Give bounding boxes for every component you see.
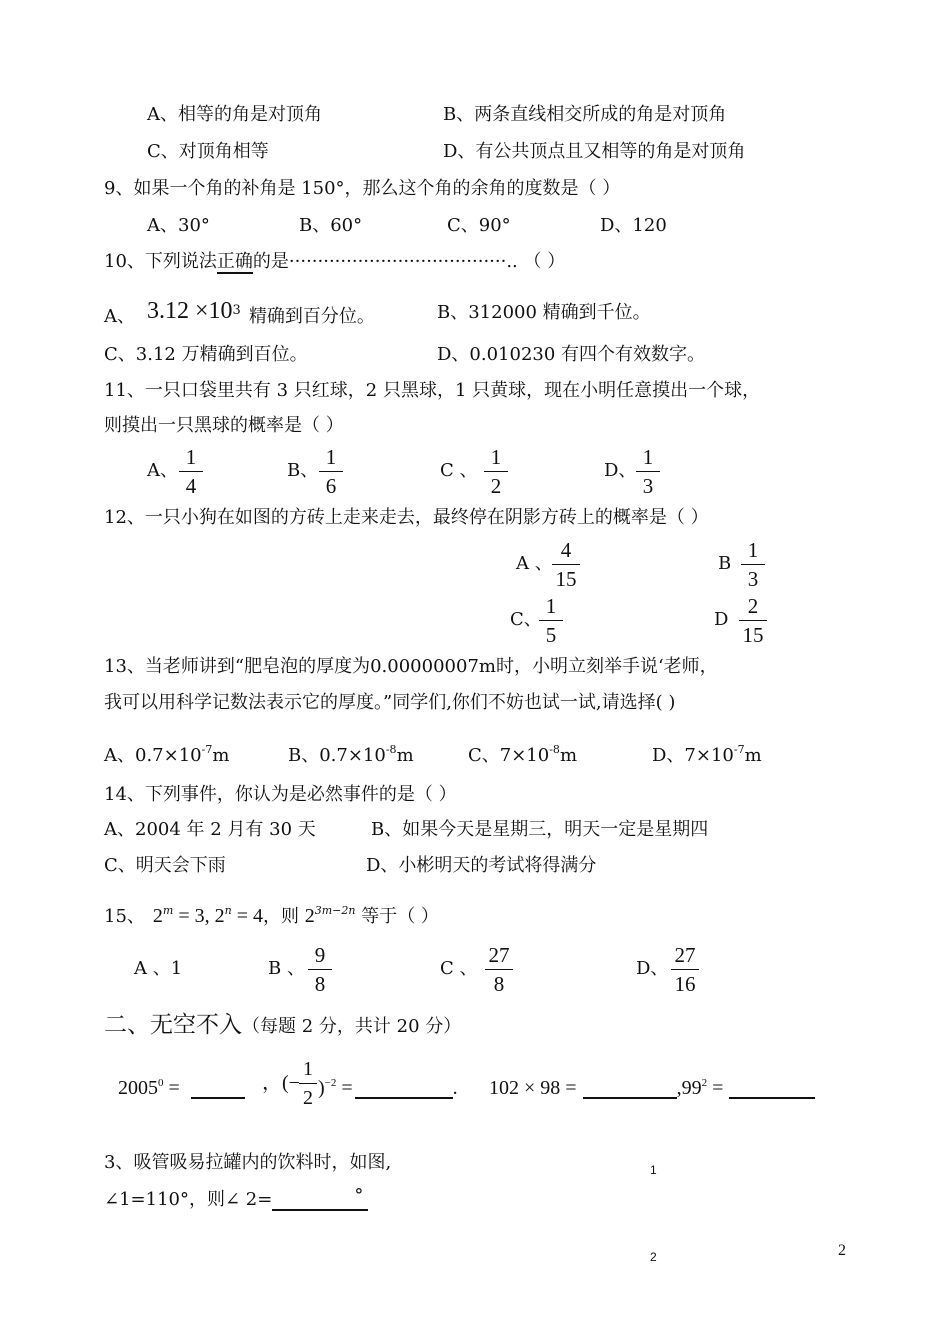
q14-stem: 14、下列事件，你认为是必然事件的是（ ） xyxy=(104,784,457,805)
q10-number: 10、下列说法 xyxy=(104,251,217,272)
fraction-bar xyxy=(539,620,563,621)
q15-tail: 等于（ ） xyxy=(355,906,439,927)
q15-b-label: B 、 xyxy=(268,958,305,979)
q12-b-label: B xyxy=(718,553,732,574)
answer-blank-3[interactable] xyxy=(583,1097,677,1099)
q10-option-d: D、0.010230 有四个有效数字。 xyxy=(437,344,706,365)
fill-e1-exp: 0 xyxy=(158,1077,164,1089)
fill-expr-2-tail xyxy=(318,1072,458,1099)
fraction-bar xyxy=(636,471,660,472)
fill-expr-3 xyxy=(489,1072,815,1099)
fill-e2-numerator: 1 xyxy=(303,1058,313,1080)
q13-option-c xyxy=(468,739,577,767)
q15-c-label: C 、 xyxy=(440,958,478,979)
q8-option-a: A、相等的角是对顶角 xyxy=(147,104,322,125)
q11-stem-line1: 11、一只口袋里共有 3 只红球，2 只黑球，1 只黄球，现在小明任意摸出一个球， xyxy=(104,380,761,401)
fill-e1-eq: = xyxy=(163,1077,180,1099)
section2-note: （每题 2 分，共计 20 分） xyxy=(242,1016,462,1037)
fill-e2-open: ，(− xyxy=(262,1072,300,1094)
q15-d-numerator: 27 xyxy=(674,943,696,967)
q12-c-denominator: 5 xyxy=(545,623,557,647)
q11-a-denominator: 4 xyxy=(185,474,197,498)
fill-expr-2 xyxy=(262,1072,300,1094)
fraction-bar xyxy=(299,1083,317,1084)
q8-option-c: C、对顶角相等 xyxy=(147,141,269,162)
q15-math: = 3, 2 xyxy=(173,905,225,927)
q15-exp: n xyxy=(224,904,232,917)
q14-option-c: C、明天会下雨 xyxy=(104,855,226,876)
q9-option-c: C、90° xyxy=(447,215,511,236)
q11-c-fraction xyxy=(481,445,511,498)
q10-option-a xyxy=(104,300,375,328)
q12-d-label: D xyxy=(714,609,729,630)
q15-math: = 4 xyxy=(231,905,263,927)
q15-c-numerator: 27 xyxy=(488,943,510,967)
fraction-bar xyxy=(179,471,203,472)
figure-label-2: 2 xyxy=(650,1250,657,1264)
q12-d-fraction xyxy=(736,594,770,647)
q12-c-fraction xyxy=(536,594,566,647)
answer-blank-2[interactable] xyxy=(355,1097,453,1099)
q11-stem-line2: 则摸出一只黑球的概率是（ ） xyxy=(104,415,344,436)
q11-d-denominator: 3 xyxy=(642,474,654,498)
q13-a-text: A、0.7×10 xyxy=(104,745,202,766)
q9-option-b: B、60° xyxy=(299,215,363,236)
q10-option-b: B、312000 精确到千位。 xyxy=(437,302,651,323)
figure-label-1: 1 xyxy=(650,1163,657,1177)
q15-b-numerator: 9 xyxy=(314,943,326,967)
q12-a-denominator: 15 xyxy=(555,567,577,591)
fill-e1-base: 2005 xyxy=(118,1077,158,1099)
q13-stem-line1: 13、当老师讲到“肥皂泡的厚度为0.00000007m时，小明立刻举手说‘老师， xyxy=(104,656,718,677)
q15-b-denominator: 8 xyxy=(314,972,326,996)
fill-e4-sep: , xyxy=(676,1077,682,1099)
q3-angle-text: ∠1=110°，则∠ 2= xyxy=(104,1189,273,1210)
fill-expr-1 xyxy=(118,1072,245,1099)
q13-option-a xyxy=(104,739,229,767)
q15-connector: ，则 xyxy=(263,906,305,927)
q15-stem xyxy=(104,900,439,928)
q11-d-fraction xyxy=(633,445,663,498)
q13-c-exp: -8 xyxy=(549,743,560,756)
q13-d-unit: m xyxy=(744,745,762,766)
q15-math: 2 xyxy=(152,905,163,927)
q10-a-math: 3.12 ×10 xyxy=(147,298,233,324)
q11-c-denominator: 2 xyxy=(490,474,502,498)
q13-option-d xyxy=(652,739,762,767)
q9-option-d: D、120 xyxy=(600,215,667,236)
fill-e4-exp: 2 xyxy=(701,1077,708,1089)
fill-e2-fraction xyxy=(298,1057,318,1110)
q10-a-text: 精确到百分位。 xyxy=(248,306,375,327)
q12-b-denominator: 3 xyxy=(747,567,759,591)
fill-e2-denominator: 2 xyxy=(303,1087,313,1109)
q14-option-a: A、2004 年 2 月有 30 天 xyxy=(104,819,316,840)
fill-e3-text: 102 × 98 = xyxy=(489,1077,577,1099)
q10-a-exp: 3 xyxy=(232,303,241,318)
q15-c-fraction xyxy=(482,943,516,996)
q15-option-a: A 、1 xyxy=(134,958,183,979)
q11-d-numerator: 1 xyxy=(642,445,654,469)
q13-d-exp: -7 xyxy=(733,743,745,756)
q13-c-text: C、7×10 xyxy=(468,745,550,766)
answer-blank-1[interactable] xyxy=(191,1097,245,1099)
q15-math: 2 xyxy=(304,905,315,927)
answer-blank-angle[interactable] xyxy=(272,1209,368,1211)
q12-a-label: A 、 xyxy=(516,553,553,574)
q15-b-fraction xyxy=(305,943,335,996)
fraction-bar xyxy=(484,471,508,472)
q11-a-numerator: 1 xyxy=(185,445,197,469)
q13-d-text: D、7×10 xyxy=(652,745,734,766)
q3-stem: 3、吸管吸易拉罐内的饮料时，如图, xyxy=(104,1152,392,1173)
q11-a-label: A、 xyxy=(147,460,178,481)
q13-a-exp: -7 xyxy=(201,743,213,756)
q14-option-d: D、小彬明天的考试将得满分 xyxy=(366,855,597,876)
q10-stem xyxy=(104,251,565,273)
q13-b-exp: -8 xyxy=(385,743,397,756)
q12-stem: 12、一只小狗在如图的方砖上走来走去，最终停在阴影方砖上的概率是（ ） xyxy=(104,507,709,528)
fill-e2-eq: = xyxy=(336,1077,353,1099)
fraction-bar xyxy=(671,969,699,970)
q3-degree: ° xyxy=(354,1185,364,1206)
q12-c-numerator: 1 xyxy=(545,594,557,618)
fraction-bar xyxy=(552,564,580,565)
q8-option-d: D、有公共顶点且又相等的角是对顶角 xyxy=(443,141,746,162)
q11-b-numerator: 1 xyxy=(325,445,337,469)
q13-c-unit: m xyxy=(559,745,578,766)
fraction-bar xyxy=(485,969,513,970)
q9-option-a: A、30° xyxy=(147,215,210,236)
fill-e2-exp: −2 xyxy=(324,1077,337,1089)
fill-e4-eq: = xyxy=(707,1077,724,1099)
q11-b-denominator: 6 xyxy=(325,474,337,498)
q11-c-numerator: 1 xyxy=(490,445,502,469)
q15-number: 15、 xyxy=(104,906,145,927)
q13-b-text: B、0.7×10 xyxy=(288,745,386,766)
fill-e4-base: 99 xyxy=(681,1077,702,1099)
q13-b-unit: m xyxy=(396,745,414,766)
q13-option-b xyxy=(288,739,414,767)
q11-c-label: C 、 xyxy=(440,460,478,481)
q13-stem-line2: 我可以用科学记数法表示它的厚度。”同学们,你们不妨也试一试,请选择( ) xyxy=(104,692,676,713)
q12-a-fraction xyxy=(549,538,583,591)
fill-dot: . xyxy=(452,1077,458,1099)
q12-a-numerator: 4 xyxy=(560,538,572,562)
answer-blank-4[interactable] xyxy=(729,1097,815,1099)
q11-b-label: B、 xyxy=(287,460,319,481)
q3-line2 xyxy=(104,1185,364,1211)
q11-b-fraction xyxy=(316,445,346,498)
q12-d-numerator: 2 xyxy=(747,594,759,618)
section2-title: 二、无空不入 xyxy=(104,1012,242,1038)
q12-b-fraction xyxy=(738,538,768,591)
q10-a-label: A、 xyxy=(104,306,135,327)
q15-exp: 3m−2n xyxy=(314,904,356,917)
q12-b-numerator: 1 xyxy=(747,538,759,562)
q15-d-denominator: 16 xyxy=(674,972,696,996)
page-number: 2 xyxy=(838,1242,846,1259)
fraction-bar xyxy=(308,969,332,970)
q9-stem: 9、如果一个角的补角是 150°，那么这个角的余角的度数是（ ） xyxy=(104,178,621,199)
q13-a-unit: m xyxy=(212,745,230,766)
q15-c-denominator: 8 xyxy=(493,972,505,996)
q11-d-label: D、 xyxy=(604,460,637,481)
q10-tail: 的是······································.. （ ） xyxy=(252,251,566,272)
q12-d-denominator: 15 xyxy=(742,623,764,647)
fraction-bar xyxy=(739,620,767,621)
q15-d-label: D、 xyxy=(636,958,669,979)
q10-option-c: C、3.12 万精确到百位。 xyxy=(104,344,308,365)
q10-emphasis: 正确 xyxy=(216,251,253,272)
section2-heading xyxy=(104,1014,461,1038)
q11-a-fraction xyxy=(176,445,206,498)
q15-d-fraction xyxy=(668,943,702,996)
fraction-bar xyxy=(741,564,765,565)
q14-option-b: B、如果今天是星期三，明天一定是星期四 xyxy=(371,819,709,840)
fill-e2-close: ) xyxy=(318,1077,325,1099)
q15-exp: m xyxy=(162,904,174,917)
q8-option-b: B、两条直线相交所成的角是对顶角 xyxy=(443,104,727,125)
q12-c-label: C、 xyxy=(510,609,542,630)
fraction-bar xyxy=(319,471,343,472)
